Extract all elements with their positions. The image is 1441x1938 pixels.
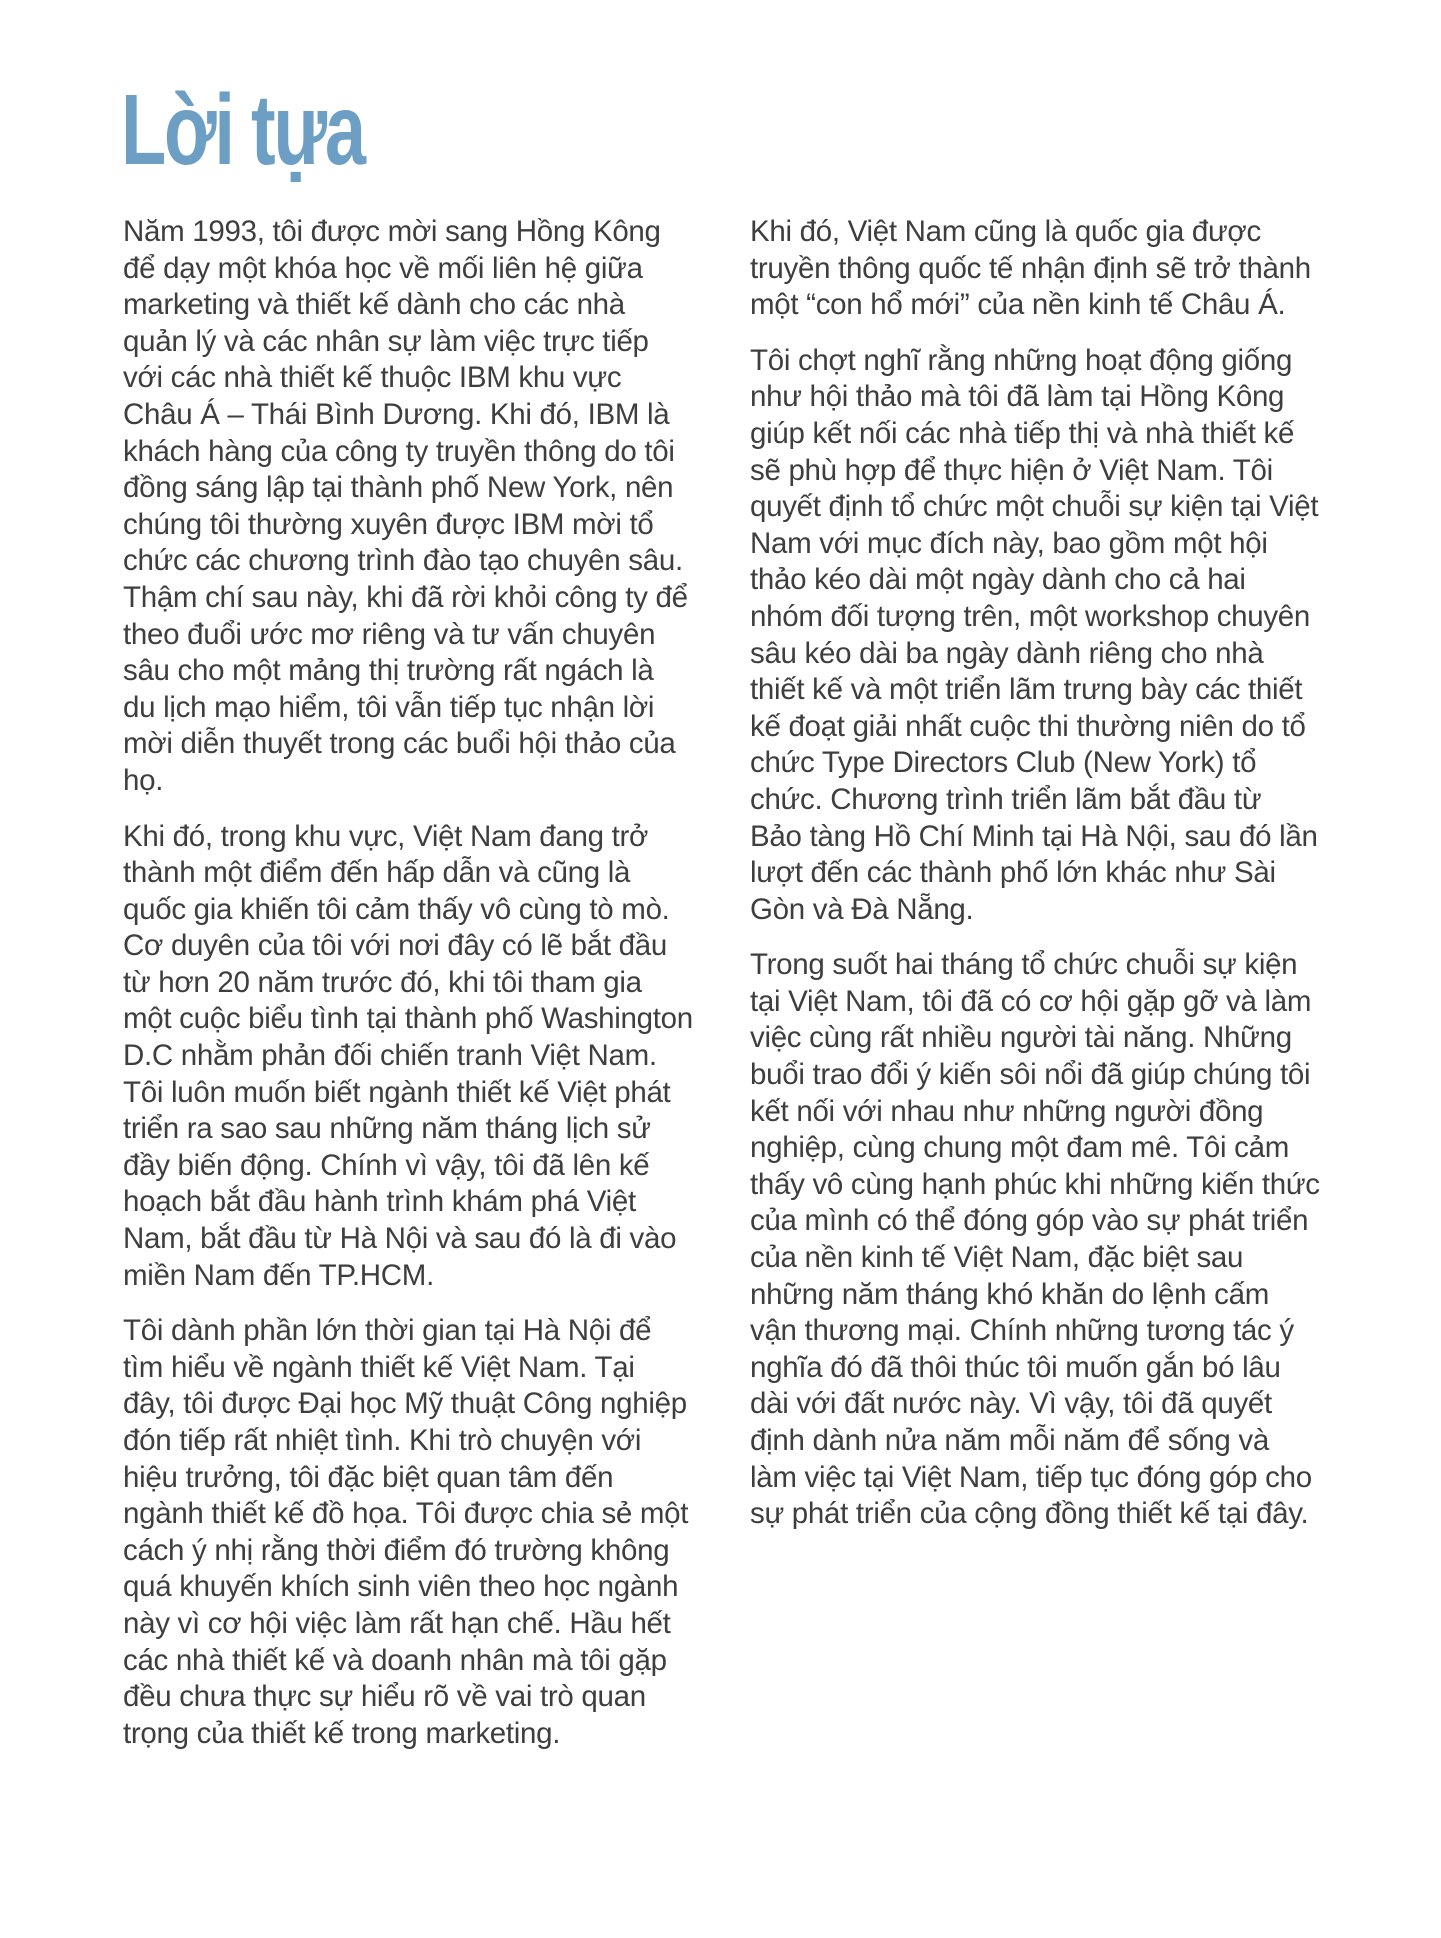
paragraph: Trong suốt hai tháng tổ chức chuỗi sự kiện tại Việt Nam, tôi đã có cơ hội gặp gỡ và làm việc cùng rất nhiều người tài năng. Những buổi trao đổi ý kiến sôi nổi đã giúp chúng tôi kết nối với nhau như những người đồng nghiệp, cùng chung một đam mê. Tôi cảm thấy vô cùng hạnh phúc khi những kiến thức của mình có thể đóng góp vào sự phát triển của nền kinh tế Việt Nam, đặc biệt sau những năm tháng khó khăn do lệnh cấm vận thương mại. Chính những tương tác ý nghĩa đó đã thôi thúc tôi muốn gắn bó lâu dài với đất nước này. Vì vậy, tôi đã quyết định dành nửa năm mỗi năm để sống và làm việc tại Việt Nam, tiếp tục đóng góp cho sự phát triển của cộng đồng thiết kế tại đây. bbox=[750, 948, 1320, 1531]
paragraph: Khi đó, trong khu vực, Việt Nam đang trở thành một điểm đến hấp dẫn và cũng là quốc gia khiến tôi cảm thấy vô cùng tò mò. Cơ duyên của tôi với nơi đây có lẽ bắt đầu từ hơn 20 năm trước đó, khi tôi tham gia một cuộc biểu tình tại thành phố Washington D.C nhằm phản đối chiến tranh Việt Nam. Tôi luôn muốn biết ngành thiết kế Việt phát triển ra sao sau những năm tháng lịch sử đầy biến động. Chính vì vậy, tôi đã lên kế hoạch bắt đầu hành trình khám phá Việt Nam, bắt đầu từ Hà Nội và sau đó là đi vào miền Nam đến TP.HCM. bbox=[123, 819, 693, 1292]
paragraph: Tôi chợt nghĩ rằng những hoạt động giống như hội thảo mà tôi đã làm tại Hồng Kông giúp kết nối các nhà tiếp thị và nhà thiết kế sẽ phù hợp để thực hiện ở Việt Nam. Tôi quyết định tổ chức một chuỗi sự kiện tại Việt Nam với mục đích này, bao gồm một hội thảo kéo dài một ngày dành cho cả hai nhóm đối tượng trên, một workshop chuyên sâu kéo dài ba ngày dành riêng cho nhà thiết kế và một triển lãm trưng bày các thiết kế đoạt giải nhất cuộc thi thường niên do tổ chức Type Directors Club (New York) tổ chức. Chương trình triển lãm bắt đầu từ Bảo tàng Hồ Chí Minh tại Hà Nội, sau đó lần lượt đến các thành phố lớn khác như Sài Gòn và Đà Nẵng. bbox=[750, 343, 1319, 926]
paragraph: Năm 1993, tôi được mời sang Hồng Kông để dạy một khóa học về mối liên hệ giữa marketing và thiết kế dành cho các nhà quản lý và các nhân sự làm việc trực tiếp với các nhà thiết kế thuộc IBM khu vực Châu Á – Thái Bình Dương. Khi đó, IBM là khách hàng của công ty truyền thông do tôi đồng sáng lập tại thành phố New York, nên chúng tôi thường xuyên được IBM mời tổ chức các chương trình đào tạo chuyên sâu. Thậm chí sau này, khi đã rời khỏi công ty để theo đuổi ước mơ riêng và tư vấn chuyên sâu cho một mảng thị trường rất ngách là du lịch mạo hiểm, tôi vẫn tiếp tục nhận lời mời diễn thuyết trong các buổi hội thảo của họ. bbox=[123, 215, 688, 797]
left-column bbox=[123, 214, 693, 1771]
text-columns bbox=[123, 214, 1320, 1771]
paragraph: Khi đó, Việt Nam cũng là quốc gia được truyền thông quốc tế nhận định sẽ trở thành một “con hổ mới” của nền kinh tế Châu Á. bbox=[750, 215, 1311, 322]
right-column bbox=[750, 214, 1320, 1771]
page-title: Lời tựa bbox=[121, 74, 364, 186]
paragraph: Tôi dành phần lớn thời gian tại Hà Nội để tìm hiểu về ngành thiết kế Việt Nam. Tại đây, tôi được Đại học Mỹ thuật Công nghiệp đón tiếp rất nhiệt tình. Khi trò chuyện với hiệu trưởng, tôi đặc biệt quan tâm đến ngành thiết kế đồ họa. Tôi được chia sẻ một cách ý nhị rằng thời điểm đó trường không quá khuyến khích sinh viên theo học ngành này vì cơ hội việc làm rất hạn chế. Hầu hết các nhà thiết kế và doanh nhân mà tôi gặp đều chưa thực sự hiểu rõ về vai trò quan trọng của thiết kế trong marketing. bbox=[123, 1314, 689, 1750]
